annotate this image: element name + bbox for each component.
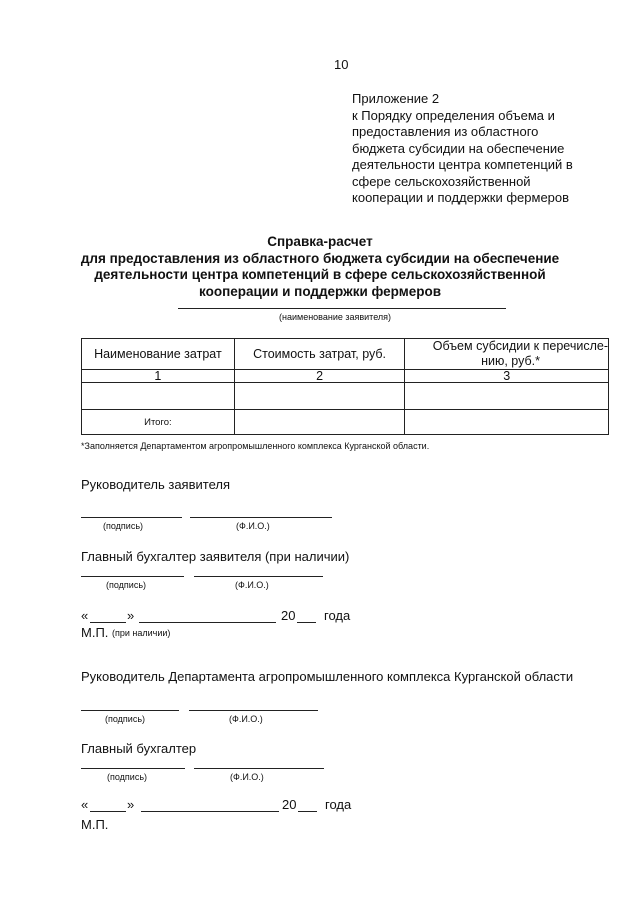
year-line[interactable]: [298, 811, 317, 812]
table-cell: 2: [234, 370, 405, 383]
table-cell[interactable]: [405, 410, 609, 435]
total-label: Итого:: [82, 410, 235, 435]
year-prefix: 20: [282, 797, 297, 812]
table-row[interactable]: [82, 383, 609, 410]
appendix-header: [352, 91, 573, 207]
department-head-label: Руководитель Департамента агропромышленного комплекса Курганской области: [81, 669, 574, 684]
month-line[interactable]: [139, 622, 276, 623]
year-prefix: 20: [281, 608, 296, 623]
day-line[interactable]: [90, 811, 126, 812]
appendix-line: сфере сельскохозяйственной: [352, 173, 531, 189]
table-header-row: [82, 339, 609, 370]
appendix-line: бюджета субсидии на обеспечение: [352, 140, 565, 156]
table-cell: 1: [82, 370, 235, 383]
year-suffix: года: [324, 608, 351, 623]
footnote: *Заполняется Департаментом агропромышленного комплекса Курганской области.: [81, 441, 430, 451]
document-title: [0, 234, 640, 300]
calculation-table: [81, 338, 609, 435]
title-line: Справка-расчет: [267, 234, 373, 249]
signature-caption: (подпись): [106, 580, 147, 590]
stamp-label: М.П.: [81, 625, 109, 640]
signature-caption: (подпись): [103, 521, 144, 531]
date-open-quote: «: [81, 608, 89, 623]
signature-line[interactable]: [81, 517, 182, 518]
date-close-quote: »: [127, 797, 135, 812]
stamp-label: М.П.: [81, 817, 109, 832]
appendix-line: к Порядку определения объема и: [352, 107, 555, 123]
appendix-line: предоставления из областного: [352, 124, 539, 139]
table-cell[interactable]: [234, 410, 405, 435]
table-cell[interactable]: [234, 383, 405, 410]
page-number: 10: [334, 57, 349, 72]
appendix-line: кооперации и поддержки фермеров: [352, 190, 570, 205]
table-header-cell: Наименование затрат: [82, 339, 235, 370]
date-open-quote: «: [81, 797, 89, 812]
table-number-row: [82, 370, 609, 383]
signature-line[interactable]: [81, 576, 184, 577]
table-header-cell: Стоимость затрат, руб.: [234, 339, 405, 370]
signature-line[interactable]: [81, 768, 185, 769]
day-line[interactable]: [90, 622, 126, 623]
applicant-caption: (наименование заявителя): [279, 312, 392, 322]
fio-caption: (Ф.И.О.): [229, 714, 263, 724]
fio-line[interactable]: [194, 768, 324, 769]
applicant-accountant-label: Главный бухгалтер заявителя (при наличии): [81, 549, 350, 564]
fio-caption: (Ф.И.О.): [236, 521, 270, 531]
fio-caption: (Ф.И.О.): [235, 580, 269, 590]
signature-line[interactable]: [81, 710, 179, 711]
title-line: кооперации и поддержки фермеров: [199, 283, 441, 299]
title-line: деятельности центра компетенций в сфере сельскохозяйственной: [94, 267, 546, 282]
appendix-line: Приложение 2: [352, 91, 440, 106]
date-close-quote: »: [127, 608, 135, 623]
table-header-cell: Объем субсидии к перечисле- нию, руб.*: [405, 339, 609, 370]
signature-caption: (подпись): [107, 772, 148, 782]
title-line: для предоставления из областного бюджета субсидии на обеспечение: [80, 250, 560, 266]
fio-caption: (Ф.И.О.): [230, 772, 264, 782]
applicant-name-line[interactable]: [178, 308, 506, 309]
year-suffix: года: [325, 797, 352, 812]
department-accountant-label: Главный бухгалтер: [81, 741, 197, 756]
fio-line[interactable]: [190, 517, 332, 518]
table-cell[interactable]: [82, 383, 235, 410]
table-total-row[interactable]: [82, 410, 609, 435]
fio-line[interactable]: [194, 576, 323, 577]
signature-caption: (подпись): [105, 714, 146, 724]
year-line[interactable]: [297, 622, 316, 623]
stamp-note: (при наличии): [112, 628, 171, 638]
table-cell[interactable]: [405, 383, 609, 410]
applicant-head-label: Руководитель заявителя: [81, 477, 230, 492]
fio-line[interactable]: [189, 710, 318, 711]
month-line[interactable]: [141, 811, 279, 812]
appendix-line: деятельности центра компетенций в: [352, 157, 573, 172]
table-cell: 3: [405, 370, 609, 383]
